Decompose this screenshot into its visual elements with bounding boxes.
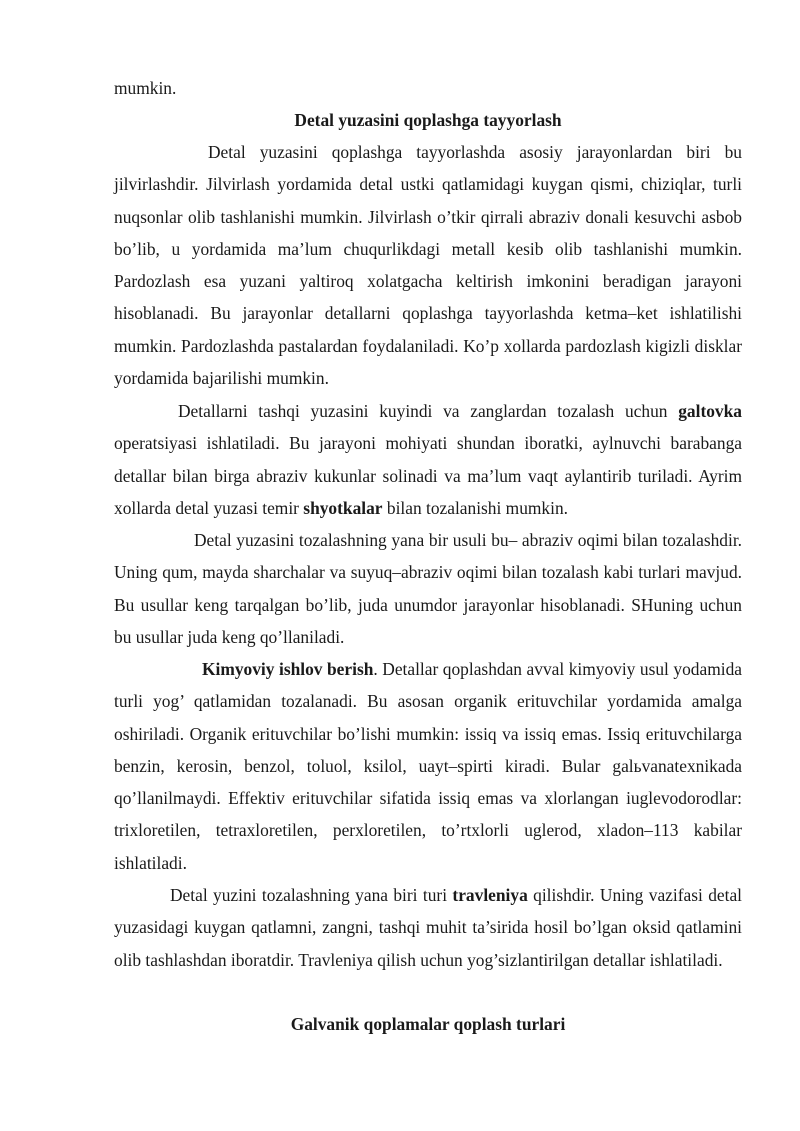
paragraph-chemical-treatment: Kimyoviy ishlov berish. Detallar qoplashdan avval kimyoviy usul yodamida turli yog’ qatlamidan tozalanadi. Bu asosan organik erituvchilar yordamida amalga oshiriladi. Organik erituvchilar bo’lishi mumkin: issiq va issiq emas. Issiq erituvchilarga benzin, kerosin, benzol, toluol, ksilol, uayt–spirti kiradi. Bular galьvanatexnikada qo’llanilmaydi. Effektiv erituvchilar sifatida issiq emas va xlorlangan iuglevodorodlar: trixloretilen, tetraxloretilen, perxloretilen, to’rtxlorli uglerod, xladon–113 kabilar ishlatiladi.: [114, 659, 742, 873]
term-galtovka: galtovka: [678, 401, 742, 421]
paragraph-grinding: Detal yuzasini qoplashga tayyorlashda asosiy jarayonlardan biri bu jilvirlashdir. Jilvirlash yordamida detal ustki qatlamidagi kuygan qismi, chiziqlar, turli nuqsonlar olib tashlanishi mumkin. Jilvirlash o’tkir qirrali abraziv donali kesuvchi asbob bo’lib, u yordamida ma’lum chuqurlikdagi metall kesib olib tashlanishi mumkin. Pardozlash esa yuzani yaltiroq xolatgacha keltirish imkonini beradigan jarayoni hisoblanadi. Bu jarayonlar detallarni qoplashga tayyorlashda ketma–ket ishlatilishi mumkin. Pardozlashda pastalardan foydalaniladi. Ko’p xollarda pardozlash kigizli disklar yordamida bajarilishi mumkin.: [114, 142, 742, 389]
term-travleniya: travleniya: [452, 885, 528, 905]
section-heading-galvanic-coatings: Galvanik qoplamalar qoplash turlari: [290, 1014, 566, 1034]
paragraph-pickling: Detal yuzini tozalashning yana biri turi travleniya qilishdir. Uning vazifasi detal yuzasidagi kuygan qatlamni, zangni, tashqi muhit ta’sirida hosil bo’lgan oksid qatlamini olib tashlashdan iboratdir. Travleniya qilish uchun yog’sizlantirilgan detallar ishlatiladi.: [114, 885, 742, 970]
term-shyotkalar: shyotkalar: [303, 497, 383, 518]
section-heading-surface-preparation: Detal yuzasini qoplashga tayyorlash: [294, 110, 562, 130]
paragraph-tumbling: Detallarni tashqi yuzasini kuyindi va zanglardan tozalash uchun galtovka operatsiyasi ishlatiladi. Bu jarayoni mohiyati shundan iboratki, aylnuvchi barabanga detallar bilan birga abraziv kukunlar solinadi va ma’lum vaqt aylantirib turiladi. Ayrim xollarda detal yuzasi temir shyotkalar bilan tozalanishi mumkin.: [114, 401, 742, 518]
paragraph-abrasive-blasting: Detal yuzasini tozalashning yana bir usuli bu– abraziv oqimi bilan tozalashdir. Uning qum, mayda sharchalar va suyuq–abraziv oqimi bilan tozalash kabi turlari mavjud. Bu usullar keng tarqalgan bo’lib, juda unumdor jarayonlar hisoblanadi. SHuning uchun bu usullar juda keng qo’llaniladi.: [114, 530, 742, 647]
continuation-text: mumkin.: [114, 78, 177, 98]
term-kimyoviy-ishlov: Kimyoviy ishlov berish: [202, 659, 374, 679]
